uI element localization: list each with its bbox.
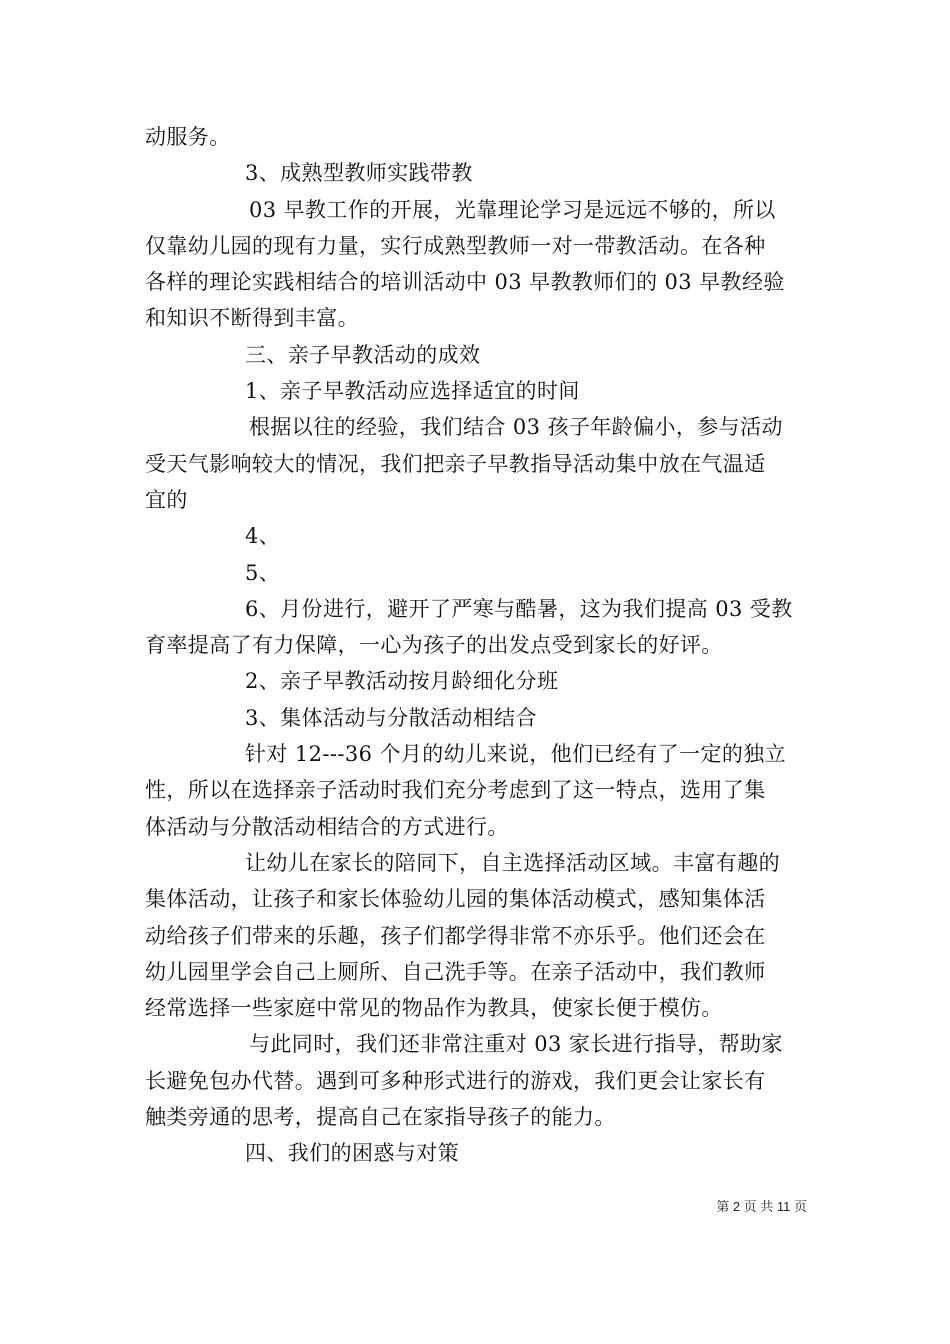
text-line: 受天气影响较大的情况，我们把亲子早教指导活动集中放在气温适 <box>145 451 766 476</box>
page-number-footer: 第 2 页 共 11 页 <box>716 1199 807 1214</box>
list-number: 5、 <box>245 560 281 585</box>
text-line: 育率提高了有力保障，一心为孩子的出发点受到家长的好评。 <box>145 633 723 658</box>
text-line: 性，所以在选择亲子活动时我们充分考虑到了这一特点，选用了集 <box>145 778 766 803</box>
text-line: 和知识不断得到丰富。 <box>145 306 359 331</box>
paragraph-first-line: 根据以往的经验，我们结合 03 孩子年龄偏小，参与活动 <box>249 415 783 440</box>
text-line: 宜的 <box>145 487 188 512</box>
paragraph-first-line: 让幼儿在家长的陪同下，自主选择活动区域。丰富有趣的 <box>245 850 780 875</box>
text-line: 体活动与分散活动相结合的方式进行。 <box>145 814 509 839</box>
text-line: 动服务。 <box>145 125 231 149</box>
paragraph-first-line: 与此同时，我们还非常注重对 03 家长进行指导，帮助家 <box>249 1032 783 1057</box>
paragraph-first-line: 03 早教工作的开展，光靠理论学习是远远不够的，所以 <box>249 197 776 222</box>
subsection-heading: 2、亲子早教活动按月龄细化分班 <box>245 669 559 694</box>
subsection-heading: 3、集体活动与分散活动相结合 <box>245 705 537 730</box>
paragraph-first-line: 针对 12---36 个月的幼儿来说，他们已经有了一定的独立 <box>245 742 787 767</box>
list-number: 4、 <box>245 524 281 549</box>
text-line: 长避免包办代替。遇到可多种形式进行的游戏，我们更会让家长有 <box>145 1068 766 1093</box>
section-heading: 3、成熟型教师实践带教 <box>245 161 473 186</box>
section-heading: 四、我们的困惑与对策 <box>245 1141 459 1166</box>
text-line: 集体活动，让孩子和家长体验幼儿园的集体活动模式，感知集体活 <box>145 887 766 912</box>
text-line: 幼儿园里学会自己上厕所、自己洗手等。在亲子活动中，我们教师 <box>145 959 766 984</box>
section-heading: 三、亲子早教活动的成效 <box>245 342 481 367</box>
document-body <box>145 119 807 1172</box>
text-line: 触类旁通的思考，提高自己在家指导孩子的能力。 <box>145 1105 616 1130</box>
list-item: 6、月份进行，避开了严寒与酷暑，这为我们提高 03 受教 <box>245 596 793 621</box>
text-line: 各样的理论实践相结合的培训活动中 03 早教教师们的 03 早教经验 <box>145 270 785 295</box>
text-line: 动给孩子们带来的乐趣，孩子们都学得非常不亦乐乎。他们还会在 <box>145 923 766 948</box>
text-line: 仅靠幼儿园的现有力量，实行成熟型教师一对一带教活动。在各种 <box>145 233 766 258</box>
text-line: 经常选择一些家庭中常见的物品作为教具，使家长便于模仿。 <box>145 996 723 1021</box>
subsection-heading: 1、亲子早教活动应选择适宜的时间 <box>245 379 580 404</box>
